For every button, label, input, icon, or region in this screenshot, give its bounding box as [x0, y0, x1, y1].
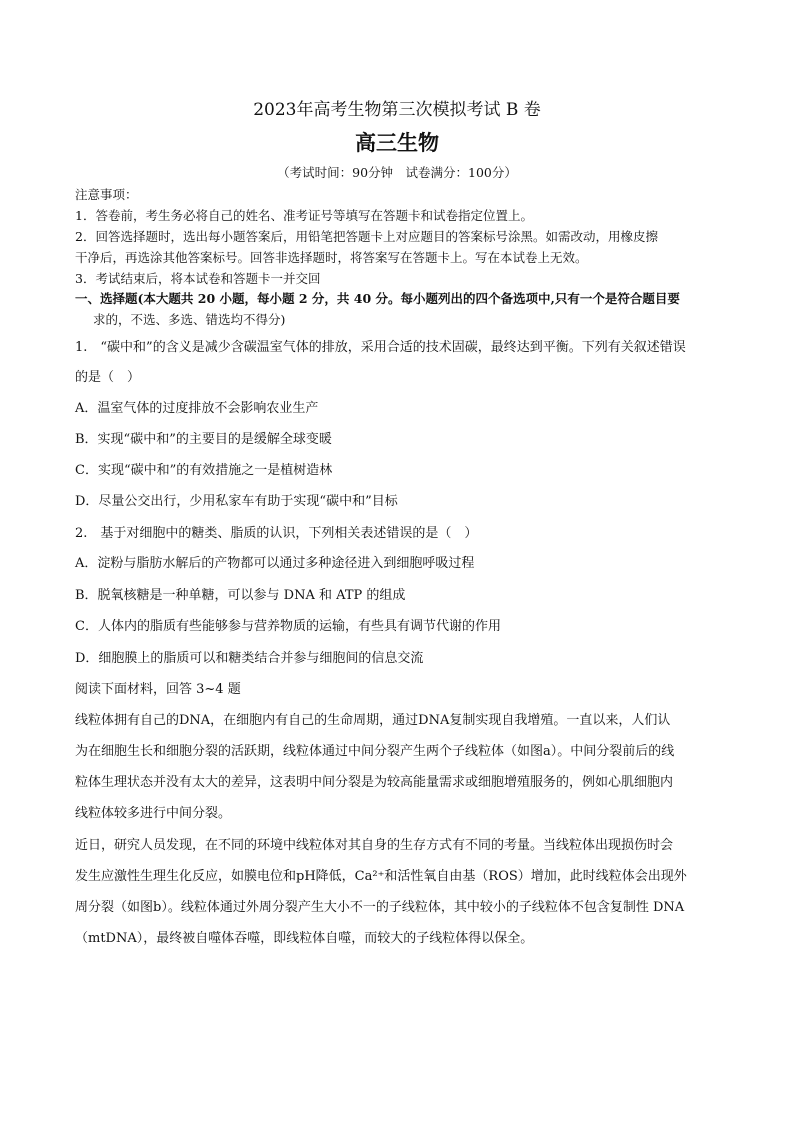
reading-paragraph-1-line-3: 粒体生理状态并没有太大的差异，这表明中间分裂是为较高能量需求或细胞增殖服务的，例如心肌细胞内: [75, 775, 674, 790]
notes-item-2-line-2: 干净后，再选涂其他答案标号。回答非选择题时，将答案写在答题卡上。写在本试卷上无效。: [75, 250, 588, 265]
question-2-option-b: B．脱氧核糖是一种单糖，可以参与 DNA 和 ATP 的组成: [75, 588, 406, 603]
reading-paragraph-1-line-4: 线粒体较多进行中间分裂。: [75, 806, 232, 821]
reading-paragraph-2-line-2: 发生应激性生理生化反应，如膜电位和pH降低，Ca²⁺和活性氧自由基（ROS）增加，此时线粒体会出现外: [75, 869, 687, 884]
question-1-option-d: D．尽量公交出行，少用私家车有助于实现“碳中和”目标: [75, 494, 398, 509]
reading-paragraph-1-line-2: 为在细胞生长和细胞分裂的活跃期，线粒体通过中间分裂产生两个子线粒体（如图a）。中间分裂前后的线: [75, 744, 675, 759]
question-1-option-a: A．温室气体的过度排放不会影响农业生产: [75, 401, 319, 416]
question-2-option-c: C．人体内的脂质有些能够参与营养物质的运输，有些具有调节代谢的作用: [75, 619, 501, 634]
section-1-header-line-2: 求的，不选、多选、错选均不得分): [93, 312, 286, 327]
exam-info: （考试时间：90分钟 试卷满分：100分）: [277, 165, 517, 180]
question-1-option-c: C．实现“碳中和”的有效措施之一是植树造林: [75, 463, 333, 478]
question-2-option-a: A．淀粉与脂肪水解后的产物都可以通过多种途径进入到细胞呼吸过程: [75, 556, 475, 571]
question-1-option-b: B．实现“碳中和”的主要目的是缓解全球变暖: [75, 432, 332, 447]
reading-paragraph-2: [75, 830, 735, 954]
question-2-stem: 2. 基于对细胞中的糖类、脂质的认识，下列相关表述错误的是（ ）: [75, 526, 478, 541]
section-1-header-line-1: 一、选择题(本大题共 20 小题，每小题 2 分，共 40 分。每小题列出的四个备选项中,只有一个是符合题目要: [75, 291, 680, 306]
exam-title: 2023年高考生物第三次模拟考试 B 卷: [253, 100, 541, 120]
reading-intro: 阅读下面材料，回答 3~4 题: [75, 682, 241, 697]
reading-paragraph-2-line-3: 周分裂（如图b）。线粒体通过外周分裂产生大小不一的子线粒体，其中较小的子线粒体不包含复制性 DNA: [75, 900, 685, 915]
notes-heading: 注意事项：: [75, 187, 138, 202]
notes-item-1: 1．答卷前，考生务必将自己的姓名、准考证号等填写在答题卡和试卷指定位置上。: [75, 208, 533, 223]
reading-paragraph-2-line-4: （mtDNA），最终被自噬体吞噬，即线粒体自噬，而较大的子线粒体得以保全。: [75, 931, 534, 946]
question-2-option-d: D．细胞膜上的脂质可以和糖类结合并参与细胞间的信息交流: [75, 651, 424, 666]
reading-paragraph-2-line-1: 近日，研究人员发现，在不同的环境中线粒体对其自身的生存方式有不同的考量。当线粒体出现损伤时会: [75, 838, 674, 853]
notes-item-2-line-1: 2．回答选择题时，选出每小题答案后，用铅笔把答题卡上对应题目的答案标号涂黑。如需改动，用橡皮擦: [75, 229, 658, 244]
reading-paragraph-1: [75, 705, 735, 829]
question-1-stem-line-2: 的是（ ）: [75, 370, 141, 385]
question-1-stem-line-1: 1. “碳中和”的含义是减少含碳温室气体的排放，采用合适的技术固碳，最终达到平衡。下列有关叙述错误: [75, 340, 686, 355]
notes-item-3: 3．考试结束后，将本试卷和答题卡一并交回: [75, 271, 321, 286]
subject-title: 高三生物: [355, 130, 439, 155]
reading-paragraph-1-line-1: 线粒体拥有自己的DNA，在细胞内有自己的生命周期，通过DNA复制实现自我增殖。一直以来，人们认: [75, 713, 671, 728]
